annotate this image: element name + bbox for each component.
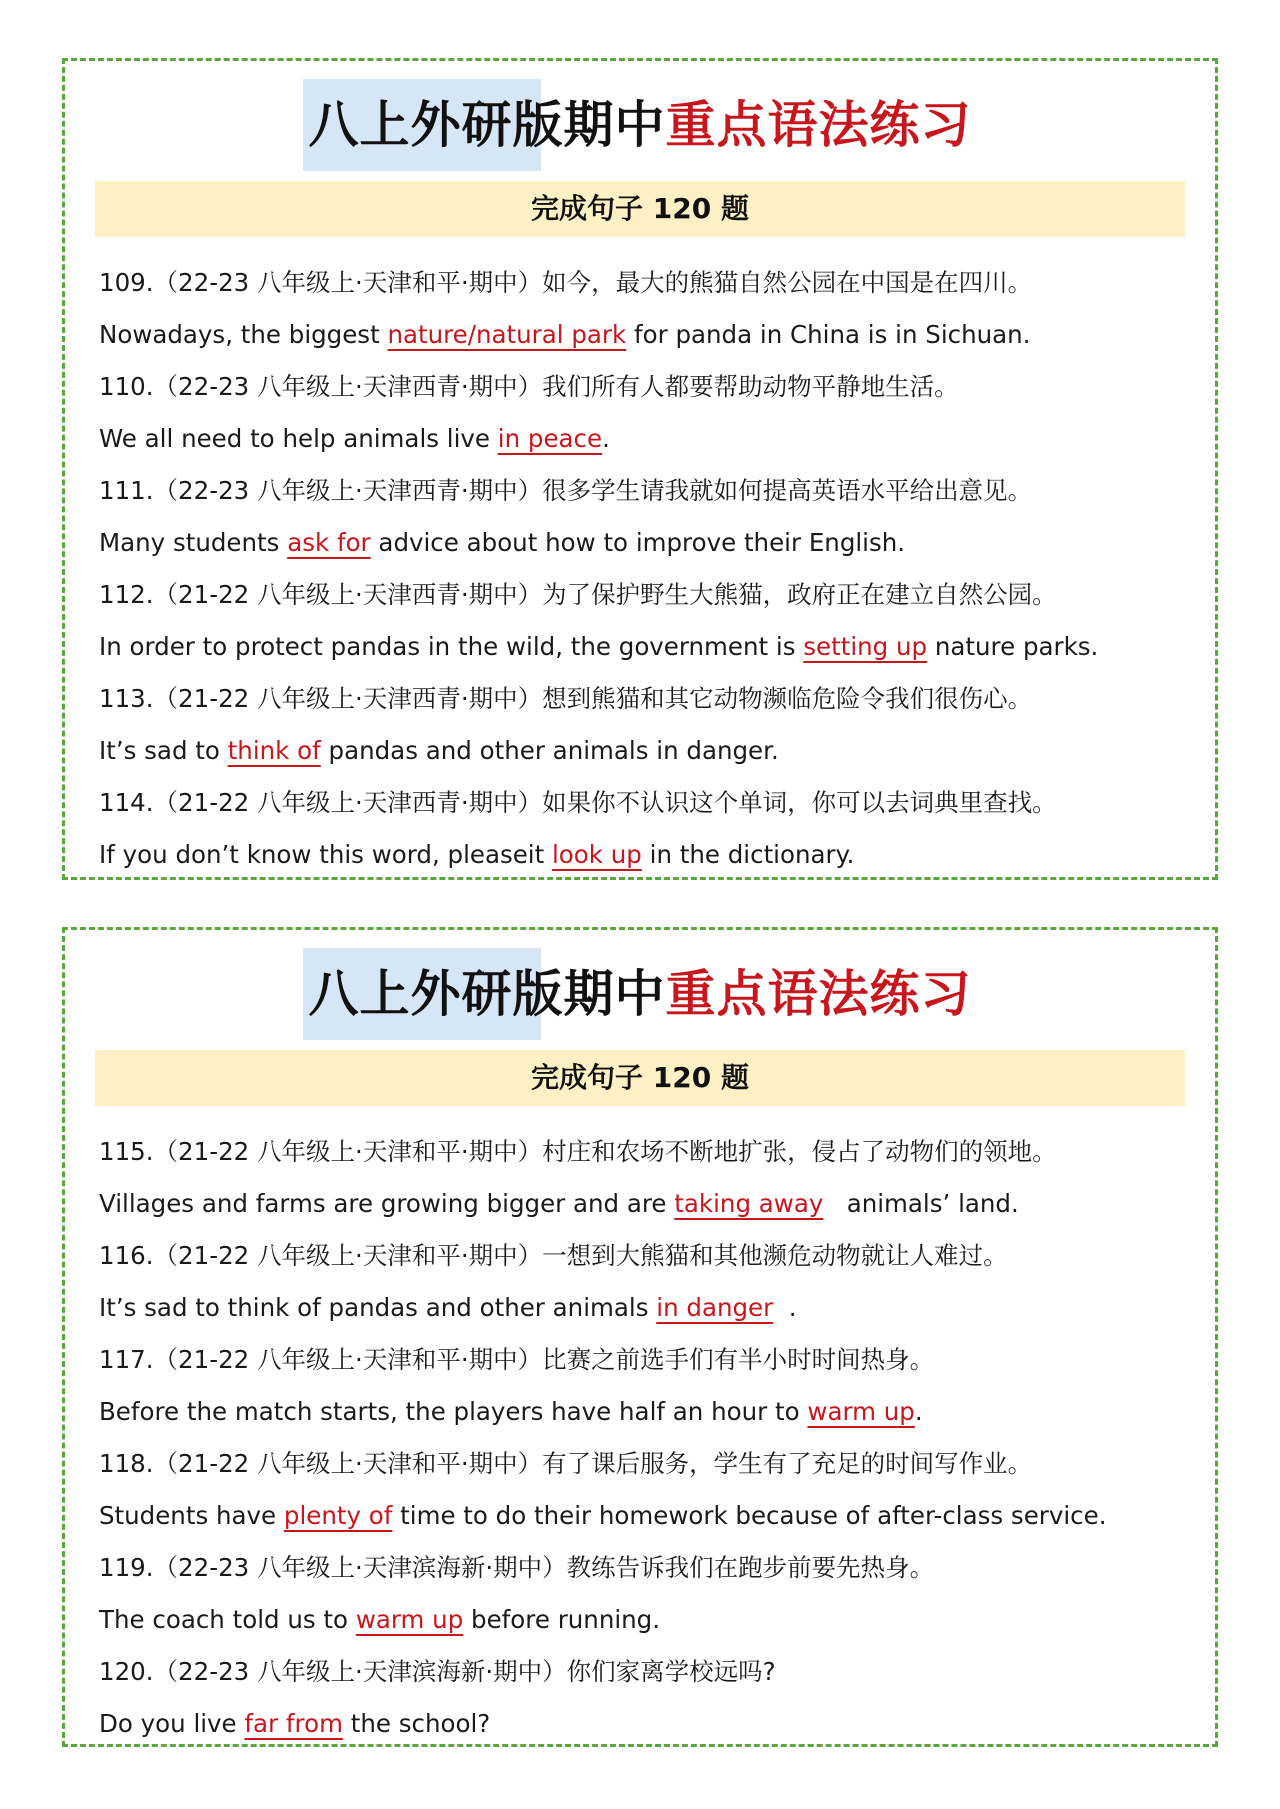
answer-blank: taking away [674,1189,824,1218]
question-text: 113.（21-22 八年级上·天津西青·期中）想到熊猫和其它动物濒临危险令我们很伤心。 [99,684,1033,713]
answer-blank: warm up [807,1397,915,1426]
answer-blank: in danger [656,1293,774,1322]
question-text: 119.（22-23 八年级上·天津滨海新·期中）教练告诉我们在跑步前要先热身。 [99,1553,935,1582]
answer-sentence [99,725,1195,777]
sentence-after: for panda in China is in Sichuan. [626,320,1031,349]
sentence-before: If you don’t know this word, pleaseit [99,840,552,869]
title-black: 八上外研版期中 [308,965,666,1023]
sentence-after: . [914,1397,923,1426]
title-black: 八上外研版期中 [308,96,666,154]
answer-blank: ask for [287,528,371,557]
question-text: 110.（22-23 八年级上·天津西青·期中）我们所有人都要帮助动物平静地生活。 [99,372,959,401]
answer-blank: setting up [803,632,928,661]
question-text: 112.（21-22 八年级上·天津西青·期中）为了保护野生大熊猫，政府正在建立自然公园。 [99,580,1057,609]
answer-sentence [99,1490,1195,1542]
question-text: 118.（21-22 八年级上·天津和平·期中）有了课后服务，学生有了充足的时间写作业。 [99,1449,1033,1478]
sentence-after: time to do their homework because of after-class service. [392,1501,1107,1530]
title-red: 重点语法练习 [665,965,972,1023]
sentence-after: nature parks. [927,632,1099,661]
answer-sentence [99,1178,1195,1230]
answer-sentence [99,309,1195,361]
answer-sentence [99,1282,1195,1334]
exercise-card-2 [62,927,1218,1747]
sentence-before: Nowadays, the biggest [99,320,388,349]
answer-blank: look up [552,840,642,869]
answer-blank: plenty of [283,1501,393,1530]
answer-sentence [99,413,1195,465]
sentence-before: Students have [99,1501,284,1530]
sentence-after: . [602,424,610,453]
answer-sentence [99,1594,1195,1646]
item-list [99,257,1195,881]
sentence-before: Many students [99,528,288,557]
sentence-before: It’s sad to [99,736,228,765]
sentence-before: Before the match starts, the players have half an hour to [99,1397,808,1426]
sentence-after: before running. [463,1605,661,1634]
sentence-before: The coach told us to [99,1605,356,1634]
question-text: 117.（21-22 八年级上·天津和平·期中）比赛之前选手们有半小时时间热身。 [99,1345,935,1374]
question-text: 115.（21-22 八年级上·天津和平·期中）村庄和农场不断地扩张，侵占了动物们的领地。 [99,1137,1057,1166]
sentence-after: in the dictionary. [641,840,855,869]
question-text: 114.（21-22 八年级上·天津西青·期中）如果你不认识这个单词，你可以去词典里查找。 [99,788,1057,817]
question-text: 111.（22-23 八年级上·天津西青·期中）很多学生请我就如何提高英语水平给出意见。 [99,476,1033,505]
answer-sentence [99,621,1195,673]
section-banner: 完成句子 120 题 [95,1050,1185,1106]
sentence-before: We all need to help animals live [99,424,498,453]
answer-sentence [99,829,1195,881]
title-red: 重点语法练习 [665,96,972,154]
question-text: 109.（22-23 八年级上·天津和平·期中）如今，最大的熊猫自然公园在中国是在四川。 [99,268,1033,297]
answer-blank: nature/natural park [387,320,627,349]
answer-sentence [99,517,1195,569]
sentence-after: advice about how to improve their English. [370,528,906,557]
sentence-before: Villages and farms are growing bigger and are [99,1189,675,1218]
answer-sentence [99,1386,1195,1438]
sentence-after: animals’ land. [823,1189,1019,1218]
item-list [99,1126,1195,1750]
sentence-before: It’s sad to think of pandas and other animals [99,1293,657,1322]
card-title [65,948,1215,1040]
question-text: 120.（22-23 八年级上·天津滨海新·期中）你们家离学校远吗? [99,1657,776,1686]
sentence-before: In order to protect pandas in the wild, the government is [99,632,804,661]
exercise-card-1 [62,58,1218,880]
card-title [65,79,1215,171]
answer-sentence [99,1698,1195,1750]
sentence-after: pandas and other animals in danger. [320,736,779,765]
sentence-after: the school? [342,1709,491,1738]
answer-blank: far from [244,1709,343,1738]
answer-blank: think of [227,736,321,765]
answer-blank: in peace [497,424,603,453]
section-banner: 完成句子 120 题 [95,181,1185,237]
question-text: 116.（21-22 八年级上·天津和平·期中）一想到大熊猫和其他濒危动物就让人难过。 [99,1241,1008,1270]
sentence-before: Do you live [99,1709,245,1738]
sentence-after: . [773,1293,797,1322]
answer-blank: warm up [355,1605,464,1634]
